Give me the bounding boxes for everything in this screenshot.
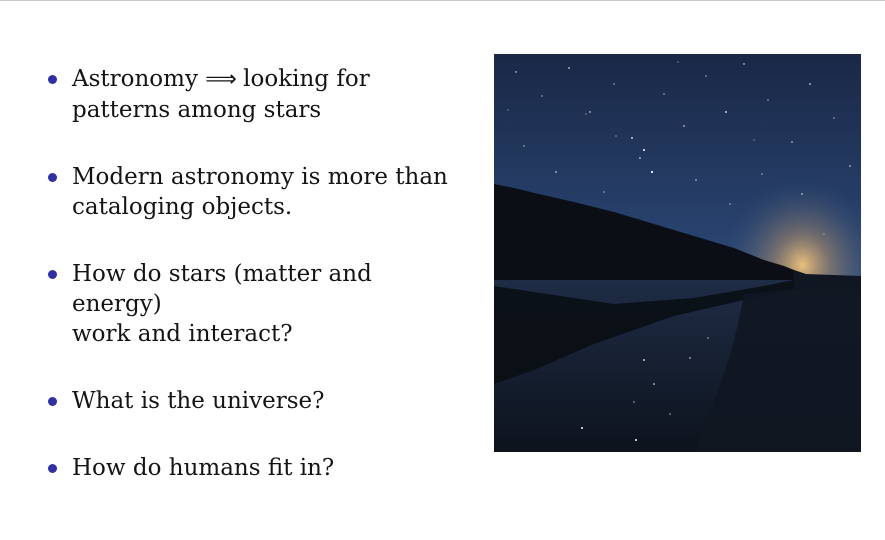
bullet-text-line2: work and interact? xyxy=(72,321,293,347)
bullet-item-stars-work xyxy=(44,259,464,349)
bullet-item-modern-astronomy xyxy=(44,162,464,222)
bullet-dot-icon xyxy=(48,464,57,473)
bullet-text-line1: What is the universe? xyxy=(72,388,325,414)
bullet-dot-icon xyxy=(48,397,57,406)
bullet-text-line2: patterns among stars xyxy=(72,97,322,123)
bullet-text-line1: Modern astronomy is more than xyxy=(72,164,448,190)
night-sky-lake-photo xyxy=(494,54,861,452)
bullet-list xyxy=(44,64,464,520)
bullet-text-line1: How do humans fit in? xyxy=(72,455,335,481)
bullet-text-line1 xyxy=(72,66,370,92)
bullet-text-line2: cataloging objects. xyxy=(72,194,293,220)
bullet-item-universe xyxy=(44,386,464,416)
implies-arrow-icon: ⟹ xyxy=(205,67,236,92)
bullet-dot-icon xyxy=(48,270,57,279)
bullet-item-astronomy xyxy=(44,64,464,125)
bullet-dot-icon xyxy=(48,173,57,182)
bullet-dot-icon xyxy=(48,75,57,84)
bullet-text-line1: How do stars (matter and energy) xyxy=(72,261,372,317)
bullet-text: Astronomy xyxy=(72,66,206,92)
bullet-text: looking for xyxy=(235,66,370,92)
bullet-item-humans xyxy=(44,453,464,483)
